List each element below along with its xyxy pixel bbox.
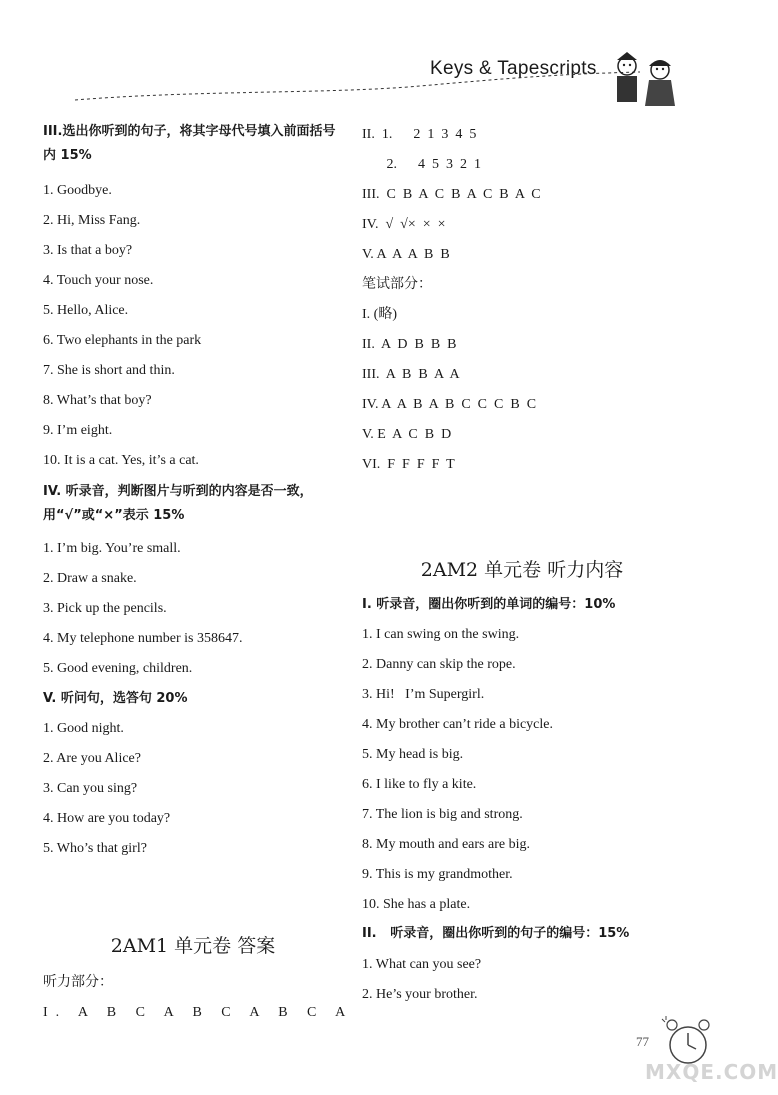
left-column bbox=[43, 120, 354, 1028]
answer-line: I. A B C A B C A B C A bbox=[43, 1005, 354, 1020]
answer-line: III. C B A C B A C B A C bbox=[362, 187, 541, 202]
answer-line: III. A B B A A bbox=[362, 367, 460, 382]
page-number: 77 bbox=[636, 1034, 649, 1049]
header-divider bbox=[0, 60, 640, 110]
list-item: 2. Draw a snake. bbox=[43, 571, 137, 586]
answer-line: V. A A A B B bbox=[362, 247, 450, 262]
answer-line: VI. F F F F T bbox=[362, 457, 455, 472]
list-item: 7. The lion is big and strong. bbox=[362, 807, 523, 822]
cartoon-kids-icon bbox=[605, 48, 685, 110]
list-item: 10. She has a plate. bbox=[362, 897, 471, 912]
list-item: 4. Touch your nose. bbox=[43, 273, 154, 288]
list-item: 5. My head is big. bbox=[362, 747, 464, 762]
section-title-2am1: 2AM1 单元卷 答案 bbox=[110, 935, 276, 957]
list-item: 7. She is short and thin. bbox=[43, 363, 175, 378]
list-item: 10. It is a cat. Yes, it’s a cat. bbox=[43, 453, 199, 468]
list-item: 4. How are you today? bbox=[43, 811, 171, 826]
list-item: 8. My mouth and ears are big. bbox=[362, 837, 530, 852]
list-item: 1. I’m big. You’re small. bbox=[43, 541, 181, 556]
left-heading-v: V. 听问句，选答句 20% bbox=[43, 691, 188, 706]
right-heading-ii: II. 听录音，圈出你听到的句子的编号：15% bbox=[362, 926, 630, 941]
left-heading-iv: IV. 听录音，判断图片与听到的内容是否一致，用“√”或“×”表示 15% bbox=[43, 484, 313, 523]
answer-line: IV. √ √× × × bbox=[362, 217, 446, 232]
list-item: 9. This is my grandmother. bbox=[362, 867, 513, 882]
list-item: 4. My brother can’t ride a bicycle. bbox=[362, 717, 554, 732]
answer-line: II. 1. 2 1 3 4 5 bbox=[362, 127, 477, 142]
header-title: Keys & Tapescripts bbox=[430, 58, 597, 79]
list-item: 5. Who’s that girl? bbox=[43, 841, 147, 856]
list-item: 1. What can you see? bbox=[362, 957, 482, 972]
list-item: 1. Good night. bbox=[43, 721, 124, 736]
watermark: MXQE.COM bbox=[645, 1060, 778, 1084]
answer-line: V. E A C B D bbox=[362, 427, 452, 442]
list-item: 2. He’s your brother. bbox=[362, 987, 478, 1002]
answer-line: 2. 4 5 3 2 1 bbox=[362, 157, 481, 172]
list-item: 2. Hi, Miss Fang. bbox=[43, 213, 141, 228]
list-item: 2. Danny can skip the rope. bbox=[362, 657, 516, 672]
list-item: 2. Are you Alice? bbox=[43, 751, 141, 766]
list-item: 8. What’s that boy? bbox=[43, 393, 152, 408]
answer-line: IV. A A B A B C C C B C bbox=[362, 397, 537, 412]
list-item: 1. Goodbye. bbox=[43, 183, 112, 198]
list-item: 5. Hello, Alice. bbox=[43, 303, 129, 318]
list-item: 3. Pick up the pencils. bbox=[43, 601, 167, 616]
right-heading-i: I. 听录音，圈出你听到的单词的编号：10% bbox=[362, 597, 616, 612]
right-column bbox=[362, 120, 682, 1010]
list-item: 6. Two elephants in the park bbox=[43, 333, 202, 348]
list-item: 1. I can swing on the swing. bbox=[362, 627, 520, 642]
list-item: 3. Hi! I’m Supergirl. bbox=[362, 687, 485, 702]
list-item: 4. My telephone number is 358647. bbox=[43, 631, 243, 646]
left-heading-iii: III.选出你听到的句子，将其字母代号填入前面括号内 15% bbox=[43, 124, 336, 163]
list-item: 9. I’m eight. bbox=[43, 423, 113, 438]
listening-label: 听力部分： bbox=[43, 975, 113, 990]
section-title-2am2: 2AM2 单元卷 听力内容 bbox=[420, 559, 624, 581]
written-part-label: 笔试部分： bbox=[362, 277, 432, 292]
list-item: 3. Can you sing? bbox=[43, 781, 138, 796]
answer-line: I. (略) bbox=[362, 307, 397, 322]
list-item: 6. I like to fly a kite. bbox=[362, 777, 477, 792]
list-item: 3. Is that a boy? bbox=[43, 243, 133, 258]
answer-line: II. A D B B B bbox=[362, 337, 457, 352]
list-item: 5. Good evening, children. bbox=[43, 661, 193, 676]
